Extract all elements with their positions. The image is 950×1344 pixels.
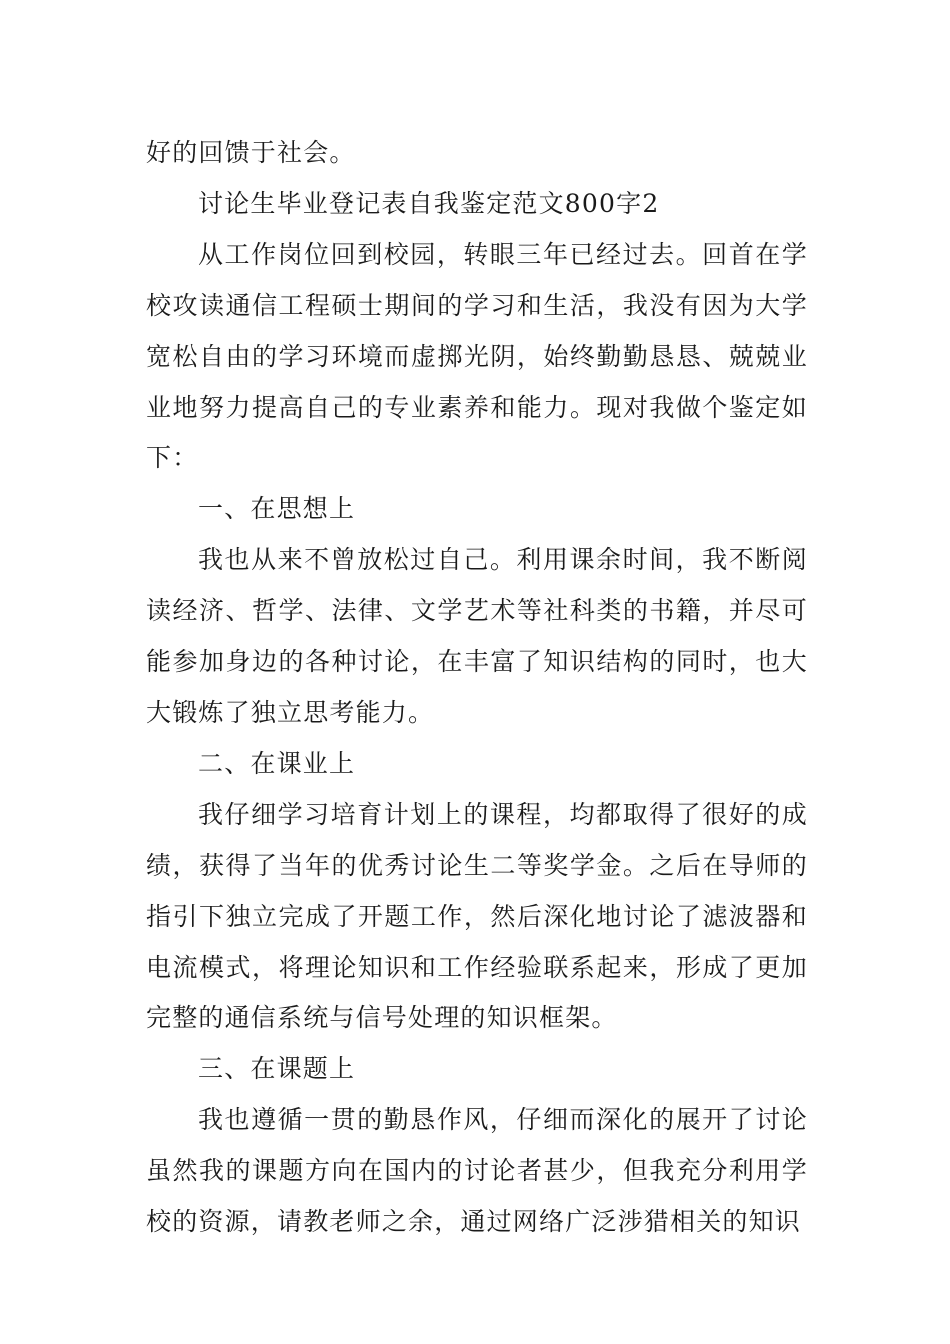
section-title: 讨论生毕业登记表自我鉴定范文800字2: [198, 188, 660, 218]
paragraph-coursework: 我仔细学习培育计划上的课程，均都取得了很好的成绩，获得了当年的优秀讨论生二等奖学金。之后在导师的指引下独立完成了开题工作，然后深化地讨论了滤波器和电流模式，将理论知识和工作经验联系起来，形成了更加完整的通信系统与信号处理的知识框架。: [146, 799, 808, 1033]
heading-research-topic: 三、在课题上: [198, 1054, 356, 1084]
heading-coursework: 二、在课业上: [198, 748, 356, 778]
paragraph-research-topic: 我也遵循一贯的勤恳作风，仔细而深化的展开了讨论虽然我的课题方向在国内的讨论者甚少，但我充分利用学校的资源，请教老师之余，通过网络广泛涉猎相关的知识: [146, 1105, 808, 1237]
heading-thought: 一、在思想上: [198, 494, 356, 524]
paragraph-thought: 我也从来不曾放松过自己。利用课余时间，我不断阅读经济、哲学、法律、文学艺术等社科类的书籍，并尽可能参加身边的各种讨论，在丰富了知识结构的同时，也大大锻炼了独立思考能力。: [146, 545, 808, 727]
document-body: [146, 128, 808, 1248]
paragraph-closing-line: 好的回馈于社会。: [146, 138, 356, 167]
paragraph-intro: 从工作岗位回到校园，转眼三年已经过去。回首在学校攻读通信工程硕士期间的学习和生活，我没有因为大学宽松自由的学习环境而虚掷光阴，始终勤勤恳恳、兢兢业业地努力提高自己的专业素养和能力。现对我做个鉴定如下：: [146, 239, 808, 473]
